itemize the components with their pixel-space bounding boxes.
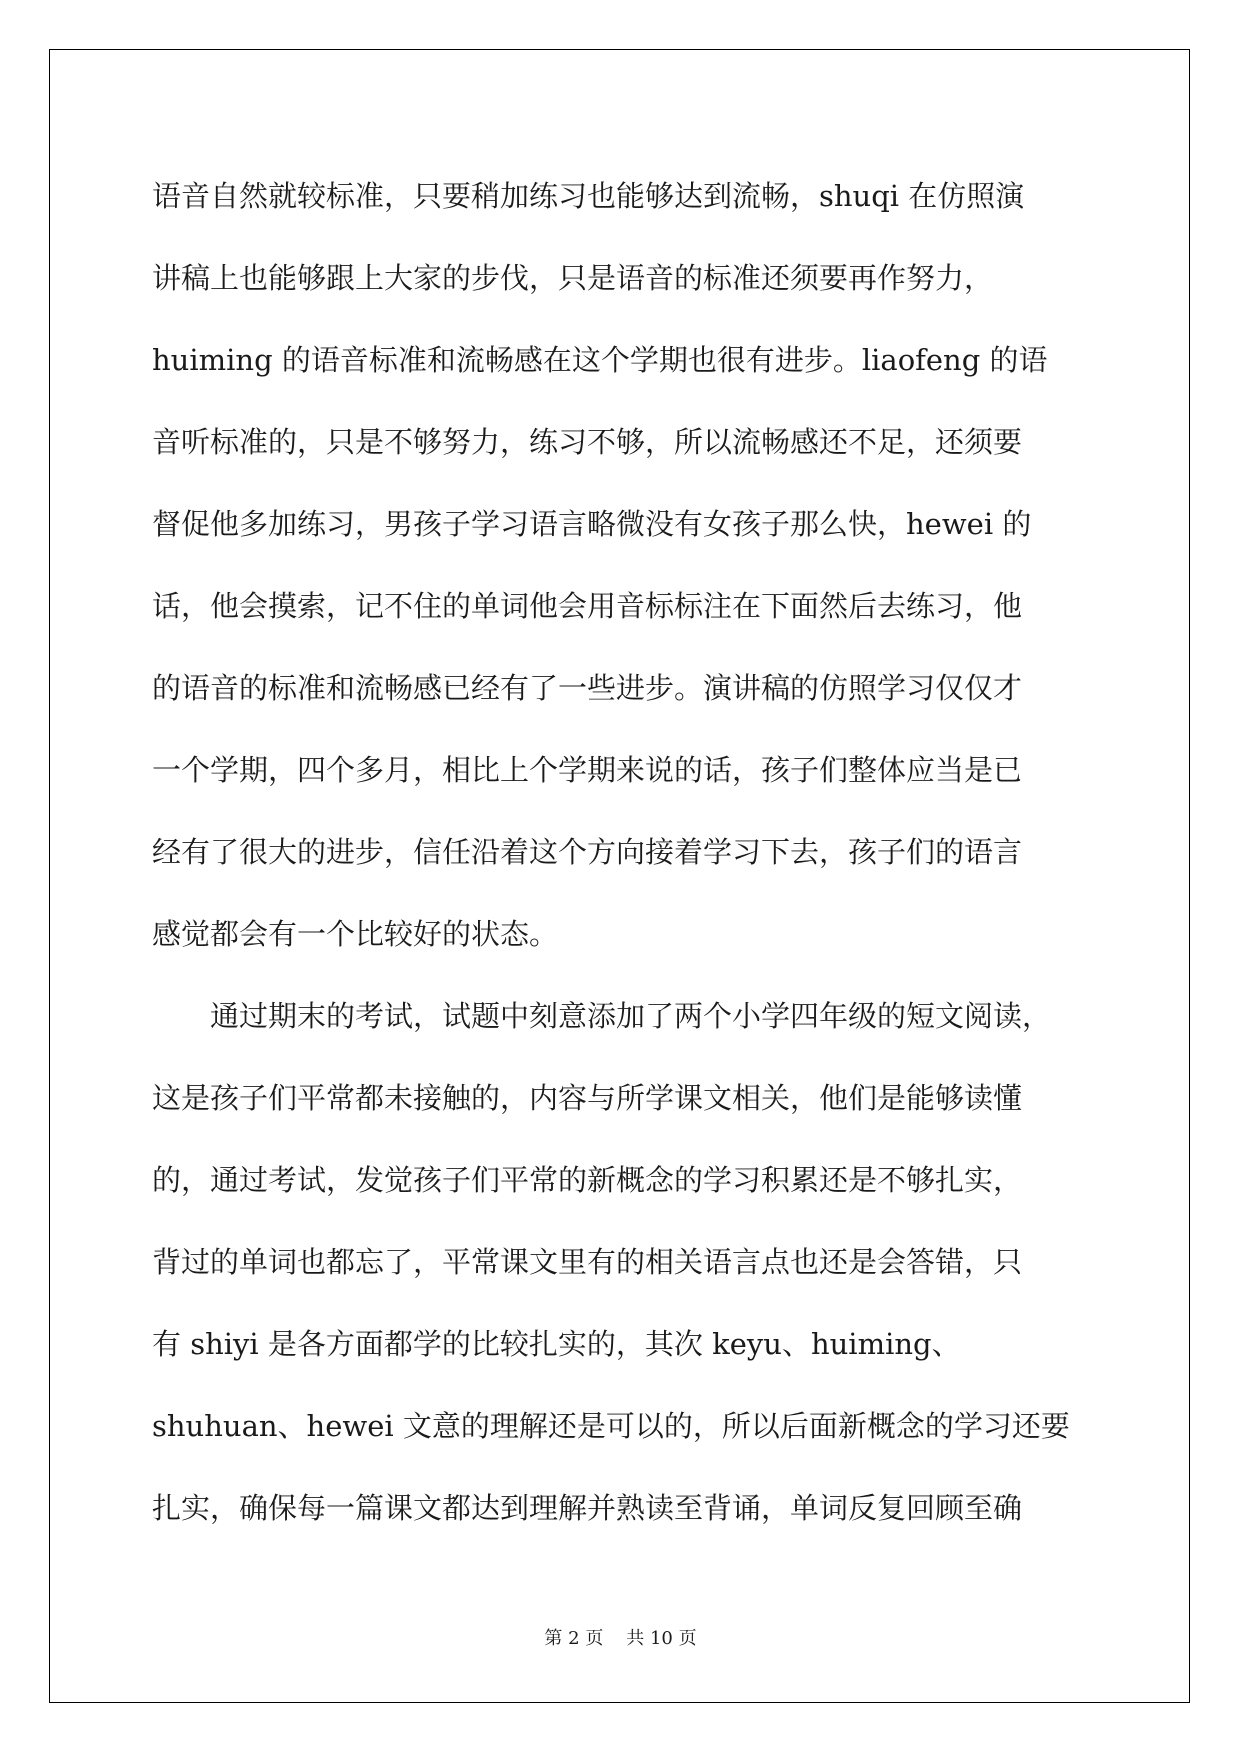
document-body [152, 168, 1092, 1562]
text-line-10: 感觉都会有一个比较好的状态。 [152, 917, 559, 951]
text-line-11: 通过期末的考试，试题中刻意添加了两个小学四年级的短文阅读， [152, 999, 1052, 1033]
text-line-16: shuhuan、hewei 文意的理解还是可以的，所以后面新概念的学习还要 [152, 1409, 1070, 1443]
text-line-15: 有 shiyi 是各方面都学的比较扎实的，其次 keyu、huiming、 [152, 1327, 961, 1361]
text-line-3: huiming 的语音标准和流畅感在这个学期也很有进步。liaofeng 的语 [152, 343, 1048, 377]
page-total: 共 10 页 [626, 1628, 697, 1649]
text-line-12: 这是孩子们平常都未接触的，内容与所学课文相关，他们是能够读懂 [152, 1081, 1023, 1115]
text-line-8: 一个学期，四个多月，相比上个学期来说的话，孩子们整体应当是已 [152, 753, 1023, 787]
text-line-2: 讲稿上也能够跟上大家的步伐，只是语音的标准还须要再作努力， [152, 261, 994, 295]
text-line-7: 的语音的标准和流畅感已经有了一些进步。演讲稿的仿照学习仅仅才 [152, 671, 1023, 705]
text-line-6: 话，他会摸索，记不住的单词他会用音标标注在下面然后去练习，他 [152, 589, 1023, 623]
text-line-17: 扎实，确保每一篇课文都达到理解并熟读至背诵，单词反复回顾至确 [152, 1491, 1023, 1525]
text-line-4: 音听标准的，只是不够努力，练习不够，所以流畅感还不足，还须要 [152, 425, 1023, 459]
text-line-5: 督促他多加练习，男孩子学习语言略微没有女孩子那么快，hewei 的 [152, 507, 1032, 541]
text-line-1: 语音自然就较标准，只要稍加练习也能够达到流畅，shuqi 在仿照演 [152, 179, 1025, 213]
text-line-13: 的，通过考试，发觉孩子们平常的新概念的学习积累还是不够扎实， [152, 1163, 1023, 1197]
page-number: 第 2 页 [544, 1628, 604, 1649]
text-line-9: 经有了很大的进步，信任沿着这个方向接着学习下去，孩子们的语言 [152, 835, 1023, 869]
text-line-14: 背过的单词也都忘了，平常课文里有的相关语言点也还是会答错，只 [152, 1245, 1023, 1279]
page-footer [0, 1624, 1241, 1650]
